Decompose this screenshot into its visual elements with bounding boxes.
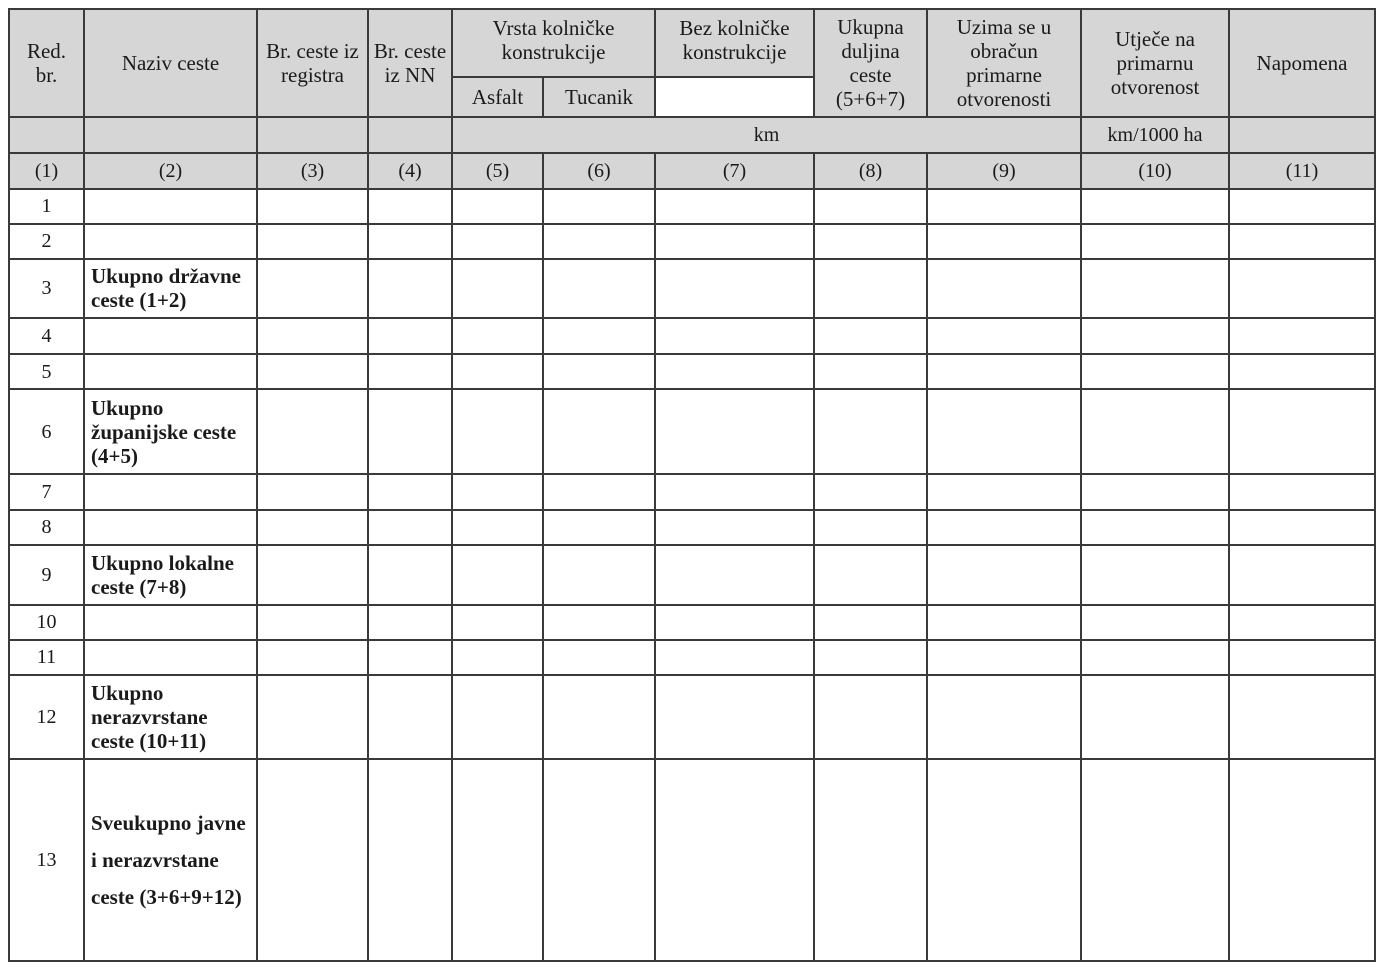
empty-cell bbox=[257, 189, 368, 224]
empty-cell bbox=[1081, 675, 1229, 759]
empty-cell bbox=[655, 389, 814, 474]
road-name-total: Ukupno državne ceste (1+2) bbox=[84, 259, 257, 318]
road-name bbox=[84, 189, 257, 224]
empty-cell bbox=[543, 675, 655, 759]
empty-cell bbox=[814, 318, 927, 354]
empty-cell bbox=[814, 259, 927, 318]
empty-cell bbox=[452, 510, 543, 545]
road-name-total: Ukupno županijske ceste (4+5) bbox=[84, 389, 257, 474]
column-number: (6) bbox=[543, 153, 655, 188]
road-name-total: Ukupno lokalne ceste (7+8) bbox=[84, 545, 257, 605]
road-name-grand-total: Sveukupno javne i nerazvrstane ceste (3+6+9+12) bbox=[84, 759, 257, 961]
empty-cell bbox=[368, 640, 452, 675]
empty-cell bbox=[257, 510, 368, 545]
header-tucanik: Tucanik bbox=[543, 77, 655, 117]
empty-cell bbox=[814, 189, 927, 224]
empty-cell bbox=[543, 545, 655, 605]
empty-cell bbox=[927, 224, 1081, 259]
empty-cell bbox=[927, 605, 1081, 640]
road-name bbox=[84, 224, 257, 259]
empty-cell bbox=[814, 675, 927, 759]
empty-cell bbox=[1081, 189, 1229, 224]
row-number: 11 bbox=[9, 640, 84, 675]
road-name bbox=[84, 474, 257, 509]
row-number: 5 bbox=[9, 354, 84, 389]
empty-cell bbox=[1229, 510, 1375, 545]
row-number: 7 bbox=[9, 474, 84, 509]
column-number: (2) bbox=[84, 153, 257, 188]
empty-cell bbox=[543, 318, 655, 354]
empty-cell bbox=[927, 318, 1081, 354]
empty-cell bbox=[452, 354, 543, 389]
column-number: (11) bbox=[1229, 153, 1375, 188]
units-cell bbox=[257, 117, 368, 153]
empty-cell bbox=[1229, 640, 1375, 675]
empty-cell bbox=[927, 354, 1081, 389]
empty-cell bbox=[655, 675, 814, 759]
empty-cell bbox=[1081, 605, 1229, 640]
empty-cell bbox=[927, 189, 1081, 224]
empty-cell bbox=[927, 640, 1081, 675]
column-number: (4) bbox=[368, 153, 452, 188]
header-br-ceste-registra: Br. ceste iz registra bbox=[257, 9, 368, 117]
table-row bbox=[9, 605, 1375, 640]
column-number: (7) bbox=[655, 153, 814, 188]
empty-cell bbox=[814, 354, 927, 389]
empty-cell bbox=[368, 318, 452, 354]
row-number: 2 bbox=[9, 224, 84, 259]
empty-cell bbox=[1081, 640, 1229, 675]
empty-cell bbox=[257, 605, 368, 640]
empty-cell bbox=[1081, 354, 1229, 389]
empty-cell bbox=[257, 224, 368, 259]
header-ukupna-duljina: Ukupna duljina ceste (5+6+7) bbox=[814, 9, 927, 117]
empty-cell bbox=[452, 675, 543, 759]
header-uzima-se: Uzima se u obračun primarne otvorenosti bbox=[927, 9, 1081, 117]
empty-cell bbox=[927, 474, 1081, 509]
empty-cell bbox=[927, 759, 1081, 961]
empty-cell bbox=[927, 545, 1081, 605]
empty-cell bbox=[655, 318, 814, 354]
units-cell bbox=[84, 117, 257, 153]
empty-cell bbox=[257, 259, 368, 318]
empty-cell bbox=[452, 259, 543, 318]
empty-cell bbox=[257, 640, 368, 675]
header-blank-cell bbox=[655, 77, 814, 117]
empty-cell bbox=[368, 545, 452, 605]
empty-cell bbox=[1081, 759, 1229, 961]
row-number: 3 bbox=[9, 259, 84, 318]
units-km-1000ha: km/1000 ha bbox=[1081, 117, 1229, 153]
empty-cell bbox=[1081, 389, 1229, 474]
empty-cell bbox=[655, 545, 814, 605]
table-row bbox=[9, 675, 1375, 759]
header-red-br: Red. br. bbox=[9, 9, 84, 117]
units-cell bbox=[9, 117, 84, 153]
empty-cell bbox=[814, 389, 927, 474]
empty-cell bbox=[927, 389, 1081, 474]
empty-cell bbox=[257, 759, 368, 961]
empty-cell bbox=[1081, 259, 1229, 318]
header-napomena: Napomena bbox=[1229, 9, 1375, 117]
empty-cell bbox=[368, 474, 452, 509]
empty-cell bbox=[1081, 224, 1229, 259]
table-row bbox=[9, 224, 1375, 259]
units-cell bbox=[368, 117, 452, 153]
empty-cell bbox=[655, 759, 814, 961]
row-number: 8 bbox=[9, 510, 84, 545]
empty-cell bbox=[655, 605, 814, 640]
empty-cell bbox=[1229, 189, 1375, 224]
empty-cell bbox=[368, 675, 452, 759]
column-number: (1) bbox=[9, 153, 84, 188]
empty-cell bbox=[655, 224, 814, 259]
empty-cell bbox=[814, 605, 927, 640]
empty-cell bbox=[1229, 605, 1375, 640]
empty-cell bbox=[368, 389, 452, 474]
empty-cell bbox=[1229, 259, 1375, 318]
empty-cell bbox=[814, 224, 927, 259]
table-row bbox=[9, 474, 1375, 509]
table-row bbox=[9, 640, 1375, 675]
empty-cell bbox=[543, 189, 655, 224]
empty-cell bbox=[1081, 545, 1229, 605]
road-register-table bbox=[8, 8, 1376, 962]
empty-cell bbox=[543, 510, 655, 545]
row-number: 6 bbox=[9, 389, 84, 474]
empty-cell bbox=[655, 640, 814, 675]
header-vrsta-kolnicke: Vrsta kolničke konstrukcije bbox=[452, 9, 655, 77]
road-name bbox=[84, 640, 257, 675]
empty-cell bbox=[543, 354, 655, 389]
table-row bbox=[9, 545, 1375, 605]
empty-cell bbox=[1229, 354, 1375, 389]
road-name bbox=[84, 510, 257, 545]
road-name bbox=[84, 318, 257, 354]
table-row bbox=[9, 510, 1375, 545]
column-number: (10) bbox=[1081, 153, 1229, 188]
empty-cell bbox=[368, 354, 452, 389]
empty-cell bbox=[543, 759, 655, 961]
empty-cell bbox=[543, 259, 655, 318]
empty-cell bbox=[655, 354, 814, 389]
empty-cell bbox=[927, 510, 1081, 545]
empty-cell bbox=[1081, 510, 1229, 545]
header-naziv-ceste: Naziv ceste bbox=[84, 9, 257, 117]
row-number: 10 bbox=[9, 605, 84, 640]
empty-cell bbox=[1229, 759, 1375, 961]
table-row bbox=[9, 318, 1375, 354]
empty-cell bbox=[543, 605, 655, 640]
header-bez-kolnicke: Bez kolničke konstrukcije bbox=[655, 9, 814, 77]
empty-cell bbox=[368, 259, 452, 318]
column-number: (3) bbox=[257, 153, 368, 188]
table-row bbox=[9, 189, 1375, 224]
empty-cell bbox=[257, 474, 368, 509]
empty-cell bbox=[655, 259, 814, 318]
empty-cell bbox=[257, 545, 368, 605]
empty-cell bbox=[1081, 474, 1229, 509]
empty-cell bbox=[927, 259, 1081, 318]
empty-cell bbox=[368, 510, 452, 545]
empty-cell bbox=[452, 474, 543, 509]
empty-cell bbox=[1229, 389, 1375, 474]
empty-cell bbox=[452, 318, 543, 354]
row-number: 4 bbox=[9, 318, 84, 354]
table-row bbox=[9, 259, 1375, 318]
empty-cell bbox=[452, 640, 543, 675]
row-number: 9 bbox=[9, 545, 84, 605]
empty-cell bbox=[543, 389, 655, 474]
header-utjece: Utječe na primarnu otvorenost bbox=[1081, 9, 1229, 117]
header-br-ceste-nn: Br. ceste iz NN bbox=[368, 9, 452, 117]
empty-cell bbox=[452, 605, 543, 640]
empty-cell bbox=[368, 224, 452, 259]
road-name bbox=[84, 354, 257, 389]
table-row bbox=[9, 389, 1375, 474]
empty-cell bbox=[1229, 675, 1375, 759]
empty-cell bbox=[452, 545, 543, 605]
units-km: km bbox=[452, 117, 1081, 153]
row-number: 12 bbox=[9, 675, 84, 759]
empty-cell bbox=[655, 189, 814, 224]
empty-cell bbox=[368, 759, 452, 961]
empty-cell bbox=[814, 510, 927, 545]
empty-cell bbox=[452, 759, 543, 961]
empty-cell bbox=[1229, 474, 1375, 509]
empty-cell bbox=[368, 605, 452, 640]
row-number: 13 bbox=[9, 759, 84, 961]
empty-cell bbox=[1229, 545, 1375, 605]
header-asfalt: Asfalt bbox=[452, 77, 543, 117]
empty-cell bbox=[257, 675, 368, 759]
table-row bbox=[9, 759, 1375, 961]
empty-cell bbox=[257, 389, 368, 474]
column-number: (9) bbox=[927, 153, 1081, 188]
road-register-table-sheet bbox=[8, 8, 1374, 962]
empty-cell bbox=[543, 224, 655, 259]
empty-cell bbox=[1229, 318, 1375, 354]
column-number: (8) bbox=[814, 153, 927, 188]
empty-cell bbox=[543, 474, 655, 509]
empty-cell bbox=[655, 474, 814, 509]
road-name bbox=[84, 605, 257, 640]
column-number: (5) bbox=[452, 153, 543, 188]
empty-cell bbox=[452, 389, 543, 474]
empty-cell bbox=[452, 189, 543, 224]
empty-cell bbox=[452, 224, 543, 259]
empty-cell bbox=[814, 474, 927, 509]
empty-cell bbox=[1081, 318, 1229, 354]
empty-cell bbox=[543, 640, 655, 675]
empty-cell bbox=[927, 675, 1081, 759]
row-number: 1 bbox=[9, 189, 84, 224]
empty-cell bbox=[257, 318, 368, 354]
empty-cell bbox=[814, 759, 927, 961]
empty-cell bbox=[814, 545, 927, 605]
empty-cell bbox=[1229, 224, 1375, 259]
units-cell bbox=[1229, 117, 1375, 153]
table-row bbox=[9, 354, 1375, 389]
road-name-total: Ukupno nerazvrstane ceste (10+11) bbox=[84, 675, 257, 759]
empty-cell bbox=[368, 189, 452, 224]
empty-cell bbox=[257, 354, 368, 389]
empty-cell bbox=[814, 640, 927, 675]
empty-cell bbox=[655, 510, 814, 545]
